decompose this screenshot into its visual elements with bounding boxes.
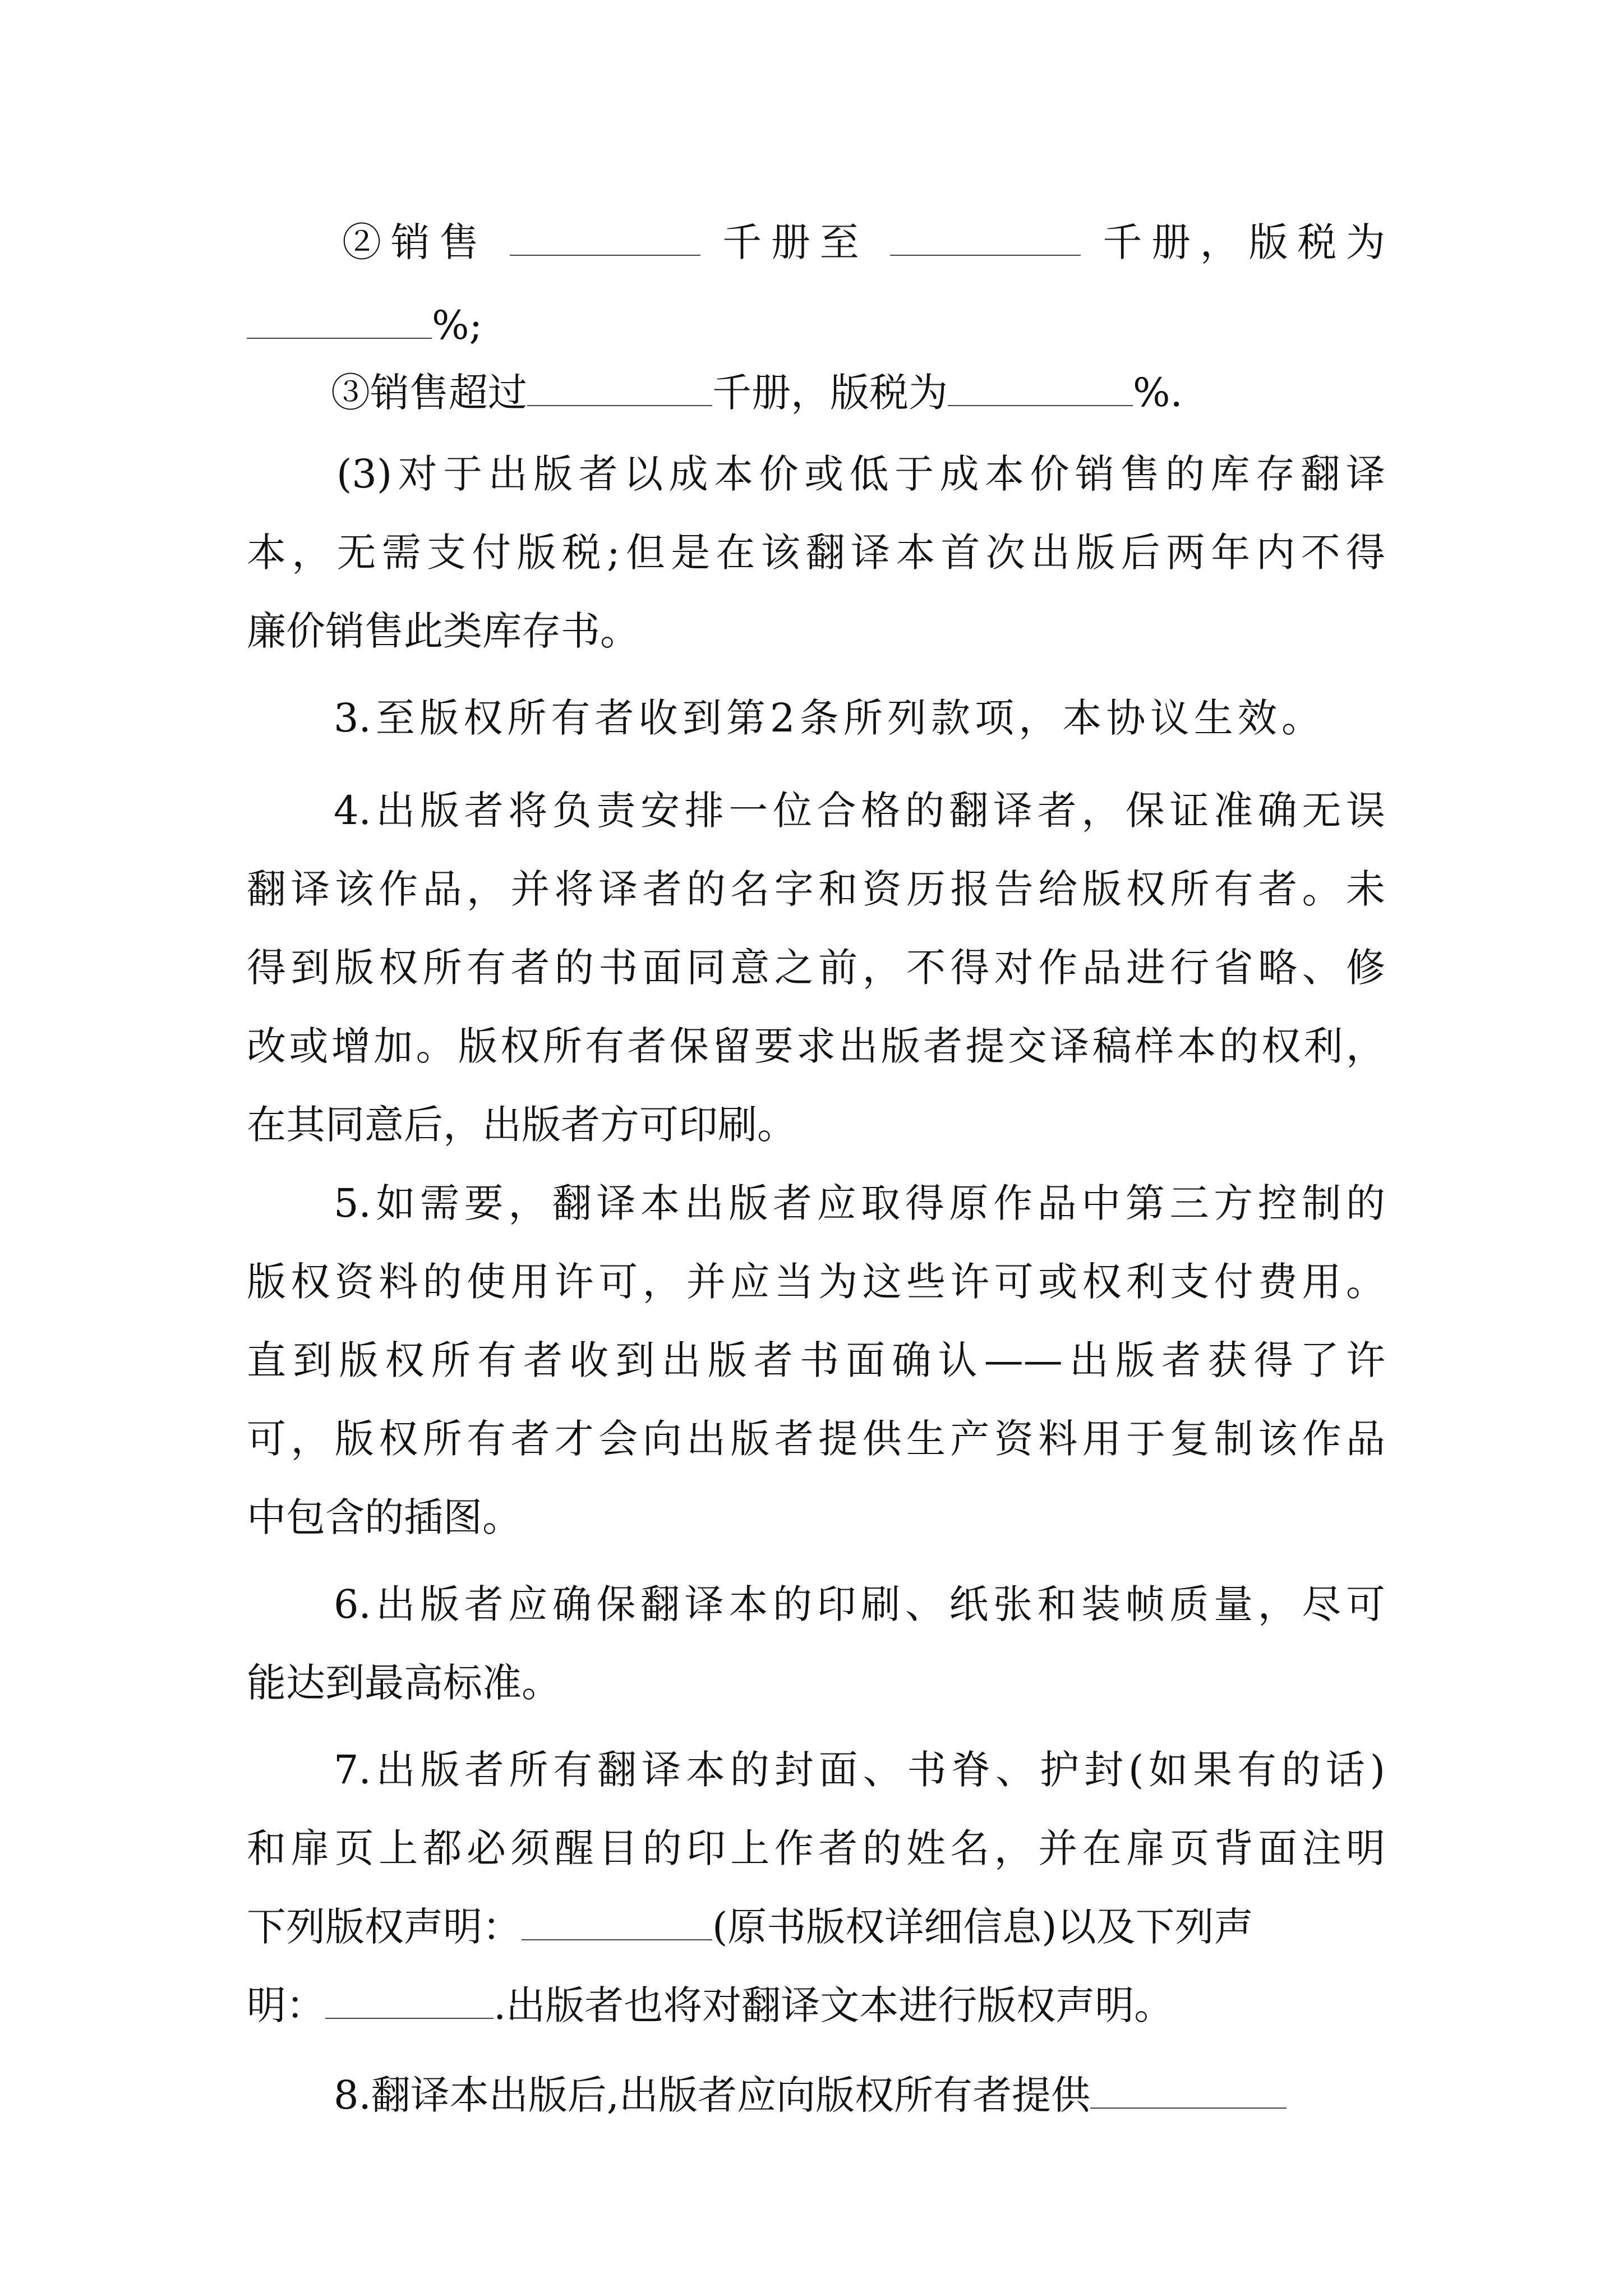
blank-field <box>510 220 700 256</box>
blank-field <box>325 1983 494 2019</box>
paragraph-line: (3)对于出版者以成本价或低于成本价销售的库存翻译 <box>336 451 1385 497</box>
clause-7-statement-line <box>247 1966 1385 2045</box>
percent-suffix: %; <box>432 302 483 348</box>
clause-8-text: 8.翻译本出版后,出版者应向版权所有者提供 <box>334 2072 1091 2118</box>
clause-5-line: 直到版权所有者收到出版者书面确认——出版者获得了许 <box>247 1337 1385 1383</box>
royalty-tier-2-end: 千册，版税为 <box>1103 219 1385 265</box>
blank-field <box>247 303 432 339</box>
clause-7-line: 和扉页上都必须醒目的印上作者的姓名，并在扉页背面注明 <box>247 1825 1385 1871</box>
clause-5-line: 版权资料的使用许可，并应当为这些许可或权利支付费用。 <box>247 1259 1385 1305</box>
paragraph-line: 廉价销售此类库存书。 <box>247 608 639 654</box>
blank-field <box>1090 2073 1287 2109</box>
blank-field <box>890 220 1081 256</box>
royalty-tier-3-line <box>331 353 1284 432</box>
royalty-tier-3-end: %. <box>1133 370 1183 416</box>
clause-4-line: 在其同意后，出版者方可印刷。 <box>247 1102 796 1148</box>
clause-4-line: 得到版权所有者的书面同意之前，不得对作品进行省略、修 <box>247 945 1385 991</box>
blank-field <box>527 370 712 406</box>
clause-4-line: 改或增加。版权所有者保留要求出版者提交译稿样本的权利， <box>247 1023 1385 1069</box>
clause-6-line: 能达到最高标准。 <box>247 1660 561 1706</box>
clause-7-line: 7.出版者所有翻译本的封面、书脊、护封(如果有的话) <box>334 1747 1385 1793</box>
clause-6-line: 6.出版者应确保翻译本的印刷、纸张和装帧质量，尽可 <box>334 1581 1385 1627</box>
copyright-notice-label: 下列版权声明： <box>247 1904 522 1950</box>
blank-field <box>948 370 1133 406</box>
royalty-tier-3-label: ③销售超过 <box>331 370 527 416</box>
copyright-notice-detail: (原书版权详细信息)以及下列声 <box>712 1904 1253 1950</box>
royalty-tier-3-mid: 千册，版税为 <box>712 370 948 416</box>
paragraph-line: 本，无需支付版税;但是在该翻译本首次出版后两年内不得 <box>247 530 1385 576</box>
royalty-tier-2-label: ②销售 <box>342 219 488 265</box>
clause-8-line <box>334 2056 1385 2134</box>
clause-4-line: 4.出版者将负责安排一位合格的翻译者，保证准确无误 <box>334 788 1385 834</box>
statement-label: 明： <box>247 1982 325 2028</box>
royalty-tier-2-percent-line <box>247 286 1385 365</box>
royalty-tier-2-line <box>342 203 1385 282</box>
clause-5-line: 中包含的插图。 <box>247 1494 522 1540</box>
clause-5-line: 可，版权所有者才会向出版者提供生产资料用于复制该作品 <box>247 1416 1385 1462</box>
clause-5-line: 5.如需要，翻译本出版者应取得原作品中第三方控制的 <box>334 1180 1385 1226</box>
clause-4-line: 翻译该作品，并将译者的名字和资历报告给版权所有者。未 <box>247 866 1385 912</box>
clause-7-copyright-line <box>247 1888 1385 1966</box>
royalty-tier-2-mid: 千册至 <box>722 219 869 265</box>
clause-3: 3.至版权所有者收到第2条所列款项，本协议生效。 <box>334 695 1321 741</box>
blank-field <box>522 1904 712 1940</box>
statement-detail: .出版者也将对翻译文本进行版权声明。 <box>494 1982 1174 2028</box>
